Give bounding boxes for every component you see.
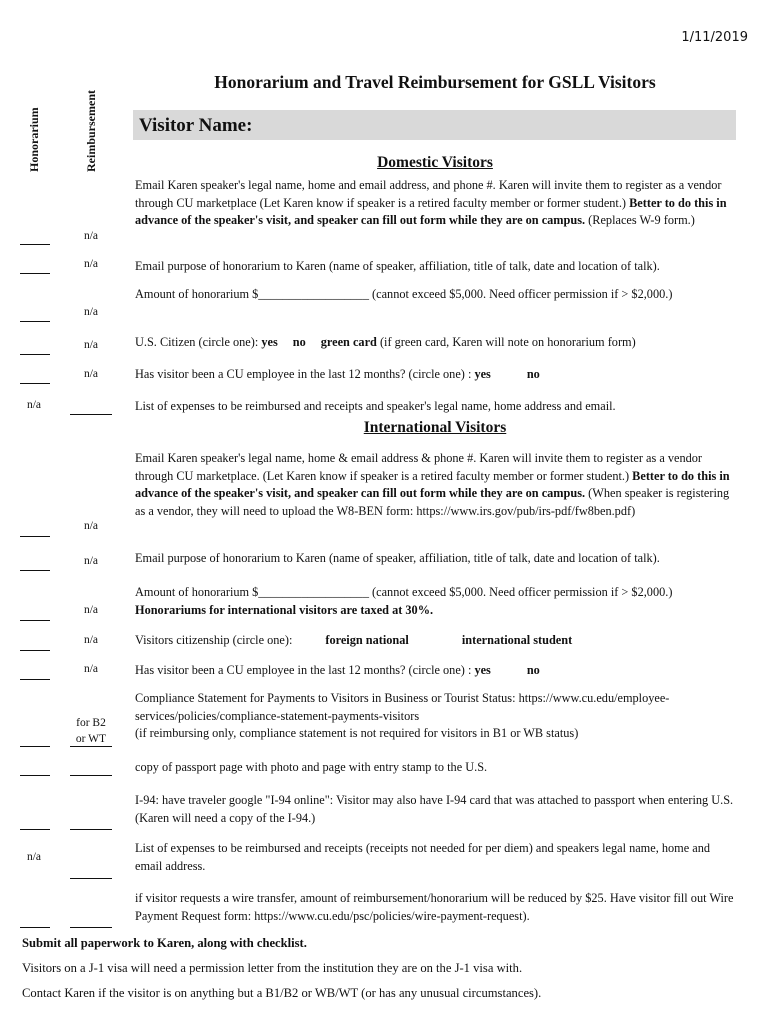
international-row-9-honorarium-na: n/a bbox=[26, 851, 42, 863]
domestic-row-6-honorarium-na: n/a bbox=[26, 399, 42, 411]
intl-cu-employee-option-no[interactable]: no bbox=[526, 663, 540, 677]
international-row-2-honorarium-blank[interactable] bbox=[20, 570, 50, 571]
domestic-row-5-reimbursement-na: n/a bbox=[83, 368, 99, 380]
international-row-1-reimbursement-na: n/a bbox=[83, 520, 99, 532]
international-row-7-text: copy of passport page with photo and page with entry stamp to the U.S. bbox=[135, 760, 488, 774]
domestic-row-2-honorarium-blank[interactable] bbox=[20, 273, 50, 274]
international-row-2-reimbursement-na: n/a bbox=[83, 555, 99, 567]
page-title: Honorarium and Travel Reimbursement for GSLL Visitors bbox=[214, 72, 656, 92]
international-row-3-text: Amount of honorarium $__________________ (cannot exceed $5,000. Need officer permission if > $2,000.) Honorariums for international visitors are taxed at 30%. bbox=[135, 585, 673, 617]
domestic-row-5-honorarium-blank[interactable] bbox=[20, 383, 50, 384]
domestic-row-3-text: Amount of honorarium $__________________ (cannot exceed $5,000. Need officer permission if > $2,000.) bbox=[135, 287, 673, 301]
domestic-row-6-reimbursement-blank[interactable] bbox=[70, 414, 112, 415]
international-row-4-text: Visitors citizenship (circle one): foreign national international student bbox=[135, 633, 573, 647]
international-row-4-reimbursement-na: n/a bbox=[83, 634, 99, 646]
domestic-row-3-honorarium-blank[interactable] bbox=[20, 321, 50, 322]
international-row-3-honorarium-blank[interactable] bbox=[20, 620, 50, 621]
international-row-3-reimbursement-na: n/a bbox=[83, 604, 99, 616]
domestic-row-2-text: Email purpose of honorarium to Karen (name of speaker, affiliation, title of talk, date and location of talk). bbox=[135, 259, 660, 273]
international-row-10-text: if visitor requests a wire transfer, amount of reimbursement/honorarium will be reduced by $25. Have visitor fill out Wire Payment Request form: https://www.cu.edu/psc/policies/wire-payment-request). bbox=[135, 891, 734, 923]
citizenship-option-foreign-national[interactable]: foreign national bbox=[325, 633, 409, 647]
international-row-5-reimbursement-na: n/a bbox=[83, 663, 99, 675]
domestic-row-2-reimbursement-na: n/a bbox=[83, 258, 99, 270]
international-row-1-honorarium-blank[interactable] bbox=[20, 536, 50, 537]
international-row-6-reimbursement-note: for B2 or WT bbox=[75, 717, 107, 745]
domestic-heading: Domestic Visitors bbox=[377, 154, 493, 171]
international-row-8-text: I-94: have traveler google "I-94 online": Visitor may also have I-94 card that was attached to passport when entering U.S. (Karen will need a copy of the I-94.) bbox=[135, 793, 734, 825]
citizen-option-yes[interactable]: yes bbox=[261, 335, 278, 349]
international-row-7-reimbursement-blank[interactable] bbox=[70, 775, 112, 776]
footer-contact-note: Contact Karen if the visitor is on anything but a B1/B2 or WB/WT (or has any unusual circumstances). bbox=[22, 986, 542, 1000]
citizen-option-no[interactable]: no bbox=[292, 335, 306, 349]
international-row-8-reimbursement-blank[interactable] bbox=[70, 829, 112, 830]
domestic-row-5-text: Has visitor been a CU employee in the last 12 months? (circle one) : yes no bbox=[135, 367, 540, 381]
domestic-row-4-honorarium-blank[interactable] bbox=[20, 354, 50, 355]
domestic-row-1-reimbursement-na: n/a bbox=[83, 230, 99, 242]
domestic-row-4-text: U.S. Citizen (circle one): yes no green card (if green card, Karen will note on honorarium form) bbox=[135, 335, 636, 349]
domestic-row-1-text: Email Karen speaker's legal name, home and email address, and phone #. Karen will invite them to register as a vendor through CU marketplace (Let Karen know if speaker is a retired faculty member or former student.) Better to do this in advance of the speaker's visit, and speaker can fill out form while they are on campus. (Replaces W-9 form.) bbox=[135, 178, 727, 227]
international-row-1-text: Email Karen speaker's legal name, home & email address & phone #. Karen will invite them to register as a vendor through CU marketplace. (Let Karen know if speaker is a retired faculty member or former student.) Better to do this in advance of the speaker's visit, and speaker can fill out form while they are on campus. (When speaker is registering as a vendor, they will need to upload the W8-BEN form: https://www.irs.gov/pub/irs-pdf/fw8ben.pdf) bbox=[135, 451, 730, 518]
international-row-10-honorarium-blank[interactable] bbox=[20, 927, 50, 928]
honorarium-column-label: Honorarium bbox=[27, 107, 41, 172]
international-heading: International Visitors bbox=[363, 419, 507, 436]
visitor-name-label: Visitor Name: bbox=[139, 115, 253, 136]
international-row-6-text: Compliance Statement for Payments to Visitors in Business or Tourist Status: https://www.cu.edu/employee-services/policies/compliance-statement-payments-visitors (if reimbursing only, compliance statement is not required for visitors in B1 or WB status) bbox=[135, 691, 670, 740]
reimbursement-column-label: Reimbursement bbox=[84, 90, 98, 172]
international-row-5-text: Has visitor been a CU employee in the last 12 months? (circle one) : yes no bbox=[135, 663, 540, 677]
international-row-7-honorarium-blank[interactable] bbox=[20, 775, 50, 776]
document-date: 1/11/2019 bbox=[681, 30, 748, 45]
international-row-5-honorarium-blank[interactable] bbox=[20, 679, 50, 680]
international-row-4-honorarium-blank[interactable] bbox=[20, 650, 50, 651]
visitor-name-bar bbox=[133, 110, 736, 140]
international-row-6-reimbursement-blank[interactable] bbox=[70, 746, 112, 747]
cu-employee-option-yes[interactable]: yes bbox=[474, 367, 491, 381]
international-row-8-honorarium-blank[interactable] bbox=[20, 829, 50, 830]
cu-employee-option-no[interactable]: no bbox=[526, 367, 540, 381]
citizenship-option-international-student[interactable]: international student bbox=[461, 633, 573, 647]
domestic-row-3-reimbursement-na: n/a bbox=[83, 306, 99, 318]
footer-submit-note: Submit all paperwork to Karen, along with checklist. bbox=[22, 936, 307, 950]
international-row-9-text: List of expenses to be reimbursed and receipts (receipts not needed for per diem) and speakers legal name, home and email address. bbox=[135, 841, 711, 873]
domestic-row-6-text: List of expenses to be reimbursed and receipts and speaker's legal name, home address and email. bbox=[135, 399, 616, 413]
footer-j1-note: Visitors on a J-1 visa will need a permission letter from the institution they are on the J-1 visa with. bbox=[22, 961, 523, 975]
international-row-6-honorarium-blank[interactable] bbox=[20, 746, 50, 747]
domestic-row-1-honorarium-blank[interactable] bbox=[20, 244, 50, 245]
international-row-2-text: Email purpose of honorarium to Karen (name of speaker, affiliation, title of talk, date and location of talk). bbox=[135, 551, 660, 565]
international-row-10-reimbursement-blank[interactable] bbox=[70, 927, 112, 928]
intl-cu-employee-option-yes[interactable]: yes bbox=[474, 663, 491, 677]
domestic-row-4-reimbursement-na: n/a bbox=[83, 339, 99, 351]
citizen-option-green-card[interactable]: green card bbox=[320, 335, 377, 349]
international-row-9-reimbursement-blank[interactable] bbox=[70, 878, 112, 879]
